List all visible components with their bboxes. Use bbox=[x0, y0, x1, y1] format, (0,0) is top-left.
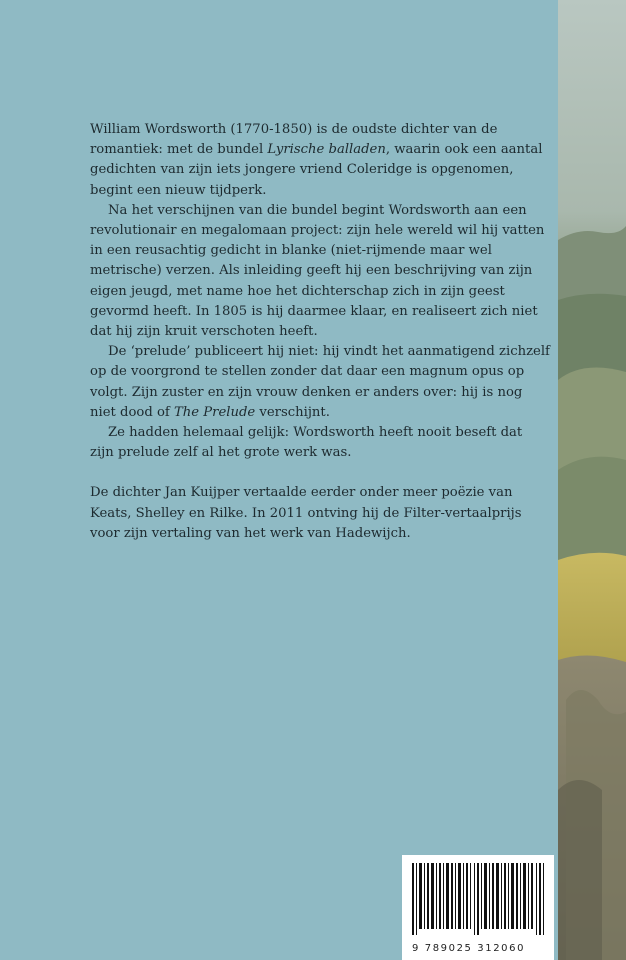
blurb-p3-part-1: De ‘prelude’ publiceert hij niet: hij vindt het aanmatigend zichzelf op de voorgrond te stellen zonder dat daar een magnum opus op volgt. Zijn zuster en zijn vrouw denken er anders over: hij is nog niet dood of bbox=[90, 344, 550, 420]
landscape-painting bbox=[558, 0, 626, 960]
blurb-p4-text: Ze hadden helemaal gelijk: Wordsworth heeft nooit beseft dat zijn prelude zelf al het grote werk was. bbox=[90, 425, 523, 461]
blurb-text bbox=[90, 120, 550, 544]
paragraph-gap bbox=[90, 463, 550, 483]
blurb-p3-part-3: verschijnt. bbox=[255, 404, 330, 420]
blurb-paragraph-1 bbox=[90, 120, 550, 201]
book-title-lyrische-balladen: Lyrische balladen bbox=[267, 142, 386, 158]
blurb-paragraph-4 bbox=[90, 423, 550, 463]
blurb-paragraph-2 bbox=[90, 201, 550, 342]
cover-painting-strip bbox=[558, 0, 626, 960]
barcode bbox=[402, 855, 554, 960]
translator-note: De dichter Jan Kuijper vertaalde eerder onder meer poëzie van Keats, Shelley en Rilke. In 2011 ontving hij de Filter-vertaalprijs voor zijn vertaling van het werk van Hadewijch. bbox=[90, 485, 522, 541]
blurb-p1-part-3: , waarin ook een aantal gedichten van zijn iets jongere vriend Coleridge is opgenomen, begint een nieuw tijdperk. bbox=[90, 142, 543, 198]
blurb-paragraph-3 bbox=[90, 342, 550, 423]
barcode-bars bbox=[412, 863, 546, 935]
isbn-number: 9 789025 312060 bbox=[412, 943, 526, 954]
blurb-p1-part-1: William Wordsworth (1770-1850) is de oudste dichter van de romantiek: met de bundel bbox=[90, 122, 498, 158]
book-title-the-prelude: The Prelude bbox=[173, 404, 256, 420]
blurb-p2-text: Na het verschijnen van die bundel begint Wordsworth aan een revolutionair en megalomaan project: zijn hele wereld wil hij vatten in een reusachtig gedicht in blanke (niet-rijmende maar wel metrische) verzen. Als inleiding geeft hij een beschrijving van zijn eigen jeugd, met name hoe het dichterschap zich in zijn geest gevormd heeft. In 1805 is hij daarmee klaar, en realiseert zich niet dat hij zijn kruit verschoten heeft. bbox=[90, 202, 545, 340]
